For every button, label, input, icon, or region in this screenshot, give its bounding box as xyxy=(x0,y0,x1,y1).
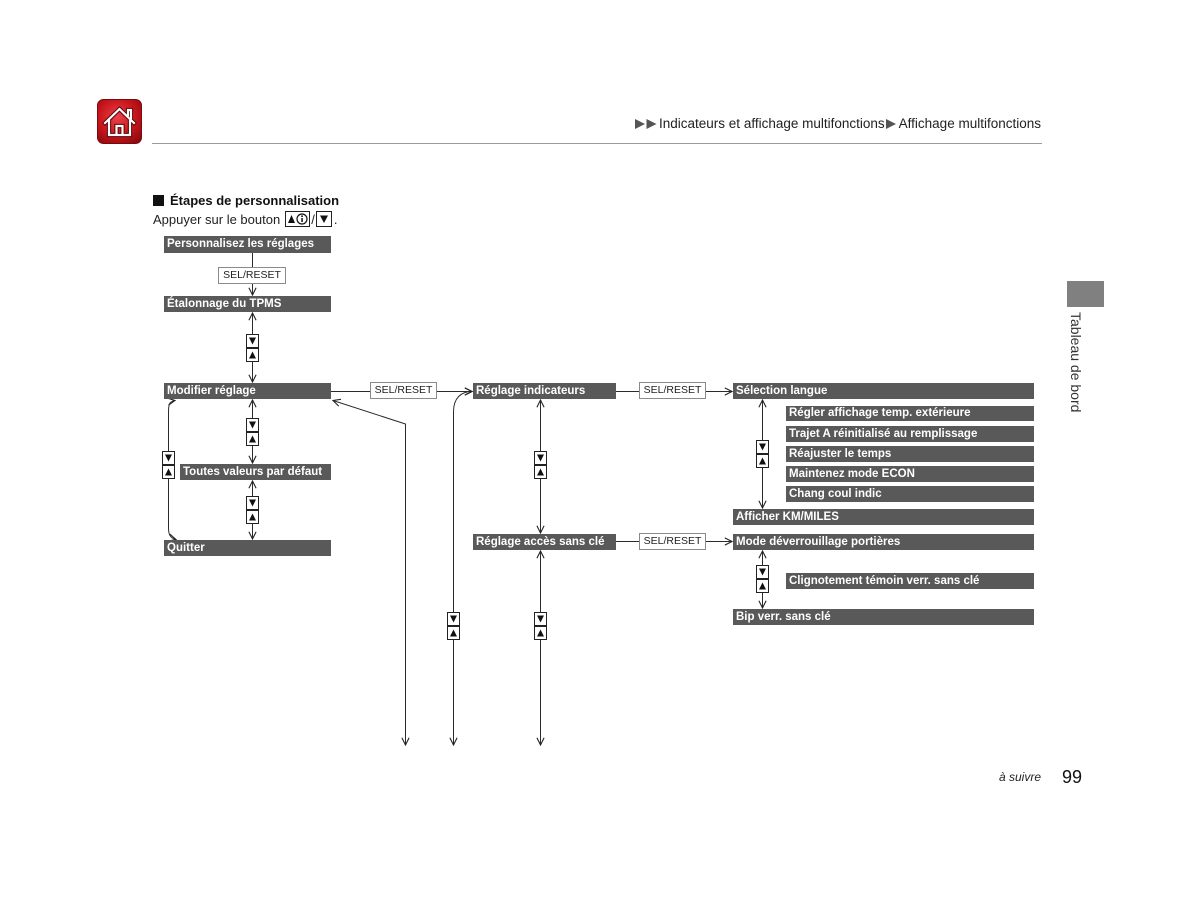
setting-couleur-indic: Chang coul indic xyxy=(786,486,1034,502)
menu-item-defaults: Toutes valeurs par défaut xyxy=(180,464,331,480)
setting-clignotement-temoin: Clignotement témoin verr. sans clé xyxy=(786,573,1034,589)
breadcrumb-item-indicateurs[interactable]: Indicateurs et affichage multifonctions xyxy=(659,116,885,131)
sel-reset-button: SEL/RESET xyxy=(639,533,706,550)
sel-reset-button: SEL/RESET xyxy=(218,267,286,284)
instruction-end: . xyxy=(333,211,338,227)
setting-mode-econ: Maintenez mode ECON xyxy=(786,466,1034,482)
breadcrumb-item-affichage[interactable]: Affichage multifonctions xyxy=(898,116,1041,131)
connector-modifier-loop-down xyxy=(333,401,406,746)
setting-mode-deverrouillage: Mode déverrouillage portières xyxy=(733,534,1034,550)
setting-reajuster-temps: Réajuster le temps xyxy=(786,446,1034,462)
page-number: 99 xyxy=(1062,767,1083,787)
scroll-key-pair xyxy=(448,613,460,640)
scroll-key-pair xyxy=(163,452,175,479)
group-acces-sans-cle: Réglage accès sans clé xyxy=(473,534,616,550)
step-start: Personnalisez les réglages xyxy=(164,236,331,253)
scroll-key-pair xyxy=(757,566,769,593)
sel-reset-button: SEL/RESET xyxy=(639,382,706,399)
instruction-text: Appuyer sur le bouton xyxy=(153,211,281,227)
setting-temp-exterieure: Régler affichage temp. extérieure xyxy=(786,406,1034,421)
scroll-key-pair xyxy=(535,613,547,640)
connector-indicateurs-loop-down xyxy=(454,392,473,746)
menu-item-quitter: Quitter xyxy=(164,540,331,556)
scroll-key-pair xyxy=(757,441,769,468)
setting-selection-langue: Sélection langue xyxy=(733,383,1034,399)
continued-label: à suivre xyxy=(998,770,1041,784)
scroll-key-pair xyxy=(247,335,259,362)
side-tab-label[interactable]: Tableau de bord xyxy=(1068,312,1084,413)
scroll-key-pair xyxy=(247,497,259,524)
scroll-key-pair xyxy=(247,419,259,446)
section-title: Étapes de personnalisation xyxy=(170,193,340,208)
group-indicateurs: Réglage indicateurs xyxy=(473,383,616,399)
menu-item-modifier: Modifier réglage xyxy=(164,383,331,399)
sel-reset-button: SEL/RESET xyxy=(370,382,437,399)
instruction-separator: / xyxy=(311,211,315,227)
setting-km-miles: Afficher KM/MILES xyxy=(733,509,1034,525)
setting-trajet-a: Trajet A réinitialisé au remplissage xyxy=(786,426,1034,442)
menu-item-tpms: Étalonnage du TPMS xyxy=(164,296,331,312)
setting-bip-verr: Bip verr. sans clé xyxy=(733,609,1034,625)
scroll-key-pair xyxy=(535,452,547,479)
